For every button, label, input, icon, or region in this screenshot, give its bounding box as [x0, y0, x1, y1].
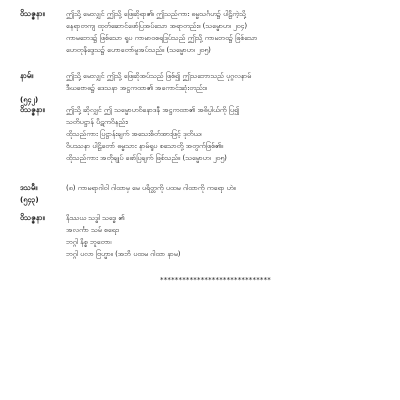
entry-label: ဝိသဇ္ဇနာ။: [20, 105, 45, 114]
text-line: ထိုသည်ကား အတိုချုပ် ဖော်ပြချက် ဖြစ်သည်။ (သမ္မောဟ၊ ၂၀၅): [66, 154, 227, 162]
text-line: ဤသို့ မေးလျှင် ဤသို့ ဖြေဆိုအပ်သည် ဖြစ်၍ ဤသဘောသည် ပုဂ္ဂလနာမ်: [66, 72, 252, 80]
text-line: သတိပဋ္ဌာန် ပိဋကဝိနည်း၊: [66, 118, 129, 126]
entry-body: [66, 182, 385, 194]
text-line: ဤသို့ မေးလျှင် ဤသို့ ဖြေဆိုရာ၏၊ ဤသည်ကား ဓမ္မသင်္ဂဟ၌ ပါဠိကဲ့သို့: [66, 10, 246, 18]
qa-entry-2: [20, 70, 385, 106]
entry-number: (၅၄၂): [20, 95, 39, 104]
verse-line: ဘဂ္ဂါ နိစ္စ ဘူတော၊: [66, 238, 112, 246]
entry-label: ဝိသဇ္ဇနာ။: [20, 213, 45, 222]
qa-entry-1: [20, 8, 385, 56]
text-line: ကာမဘေဒ၌ ဖြစ်သော ရူပ ကာမာဝစရဒြပ်သည် ဤသို့ ကာမဘဝ၌ ဖြစ်သော: [66, 34, 258, 42]
text-line: နေရာတကျ ထုတ်ဆောင်ဖော်ပြအပ်သော အရာတည်း။ (သမ္မောဟ၊ ၂၀၄): [66, 22, 248, 30]
verse-line: အလင်္ကာ သမ် စရေး၊: [66, 226, 119, 234]
entry-label: ဝိသဇ္ဇနာ။: [20, 9, 45, 18]
entry-body: [66, 212, 385, 260]
entry-body: [66, 104, 385, 164]
qa-entry-4: [20, 182, 385, 206]
qa-entry-5: [20, 212, 385, 260]
entry-body: [66, 70, 385, 94]
text-line: ဝိပဿနာ ပါဠိတော် ဓမ္မသား နာမ်ရူပ စသောတို့ အတွက်ဖြစ်၏။: [66, 142, 224, 150]
text-line: ထိုသည်ကား ပြဋ္ဌာန်းချက် အသေးစိတ်အားဖြင့် ဒုတိယ၊: [66, 130, 202, 138]
entry-body: [66, 8, 385, 56]
text-line: (၈) ကာမရာဂါဝါ ဂါထာမှ မေ ပရိတ္တကို ပထမ ဂါထာကို ကရော ဟဲ။: [66, 184, 236, 192]
qa-entry-3: [20, 104, 385, 164]
entry-label: ဒသမီ။: [20, 183, 38, 192]
text-line: ဟေတုနိဒ္ဒေသ၌ ဟောတော်မူအပ်သည်။ (သမ္မောဟ၊ ၂၀၅): [66, 46, 211, 54]
entry-label: နာမ်။: [20, 71, 34, 80]
verse-line: ဘဂ္ဂါ ပလာ ဗြဟ္မာ။ (အဘိ ပထမ ဂါထာ နာမ): [66, 250, 181, 258]
verse-line: နိဿယ သဒ္ဓါ သဒ္ဓေ ၏: [66, 214, 125, 222]
text-line: ဒီဃဗောဓ၌ ဒေသနာ အဋ္ဌကထာ၏ အကောင်းဆုံးတည်း။: [66, 84, 207, 92]
text-line: ဤသို့ ဆိုလျှင် ဤ သမ္မောဟဝိနောဒနီ အဋ္ဌကထာ၏ အဓိပ္ပါယ်ကို ပြ၍: [66, 106, 240, 114]
section-divider: ******************************: [160, 276, 271, 284]
entry-number: (၅၄၃): [20, 195, 39, 204]
